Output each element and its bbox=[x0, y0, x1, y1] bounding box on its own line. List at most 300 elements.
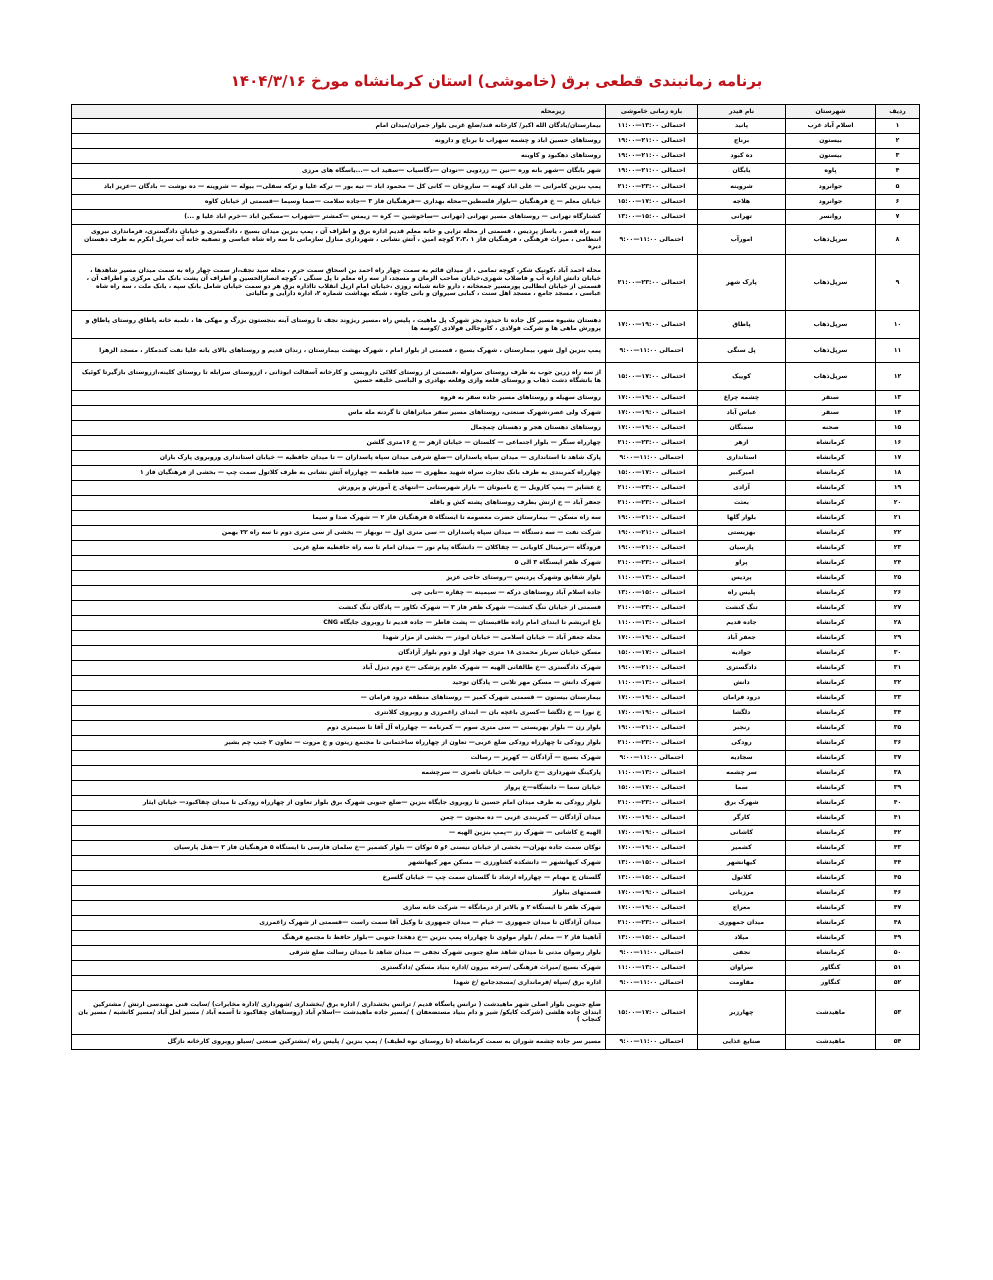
table-row bbox=[72, 991, 920, 1035]
cell-row-number: ۱۲ bbox=[876, 363, 920, 391]
cell-row-number: ۸ bbox=[876, 225, 920, 255]
cell-time-window: احتمالی ۲۱:۰۰—۱۹:۰۰ bbox=[606, 149, 698, 164]
cell-time-window: احتمالی ۱۹:۰۰—۱۷:۰۰ bbox=[606, 311, 698, 339]
cell-row-number: ۲۵ bbox=[876, 571, 920, 586]
cell-feeder: پراو bbox=[698, 556, 786, 571]
cell-row-number: ۳۹ bbox=[876, 781, 920, 796]
header-city: شهرستان bbox=[786, 105, 876, 119]
cell-area: بلوار شقایق وشهرک پردیس —روستای حاجی عزیز bbox=[72, 571, 606, 586]
cell-row-number: ۲۱ bbox=[876, 511, 920, 526]
cell-area: سه راه مسکن — بیمارستان حضرت معصومه تا ایستگاه ۵ فرهنگیان فاز ۲ — شهرک صدا و سیما bbox=[72, 511, 606, 526]
cell-row-number: ۴۴ bbox=[876, 856, 920, 871]
cell-area: پارکینگ شهرداری —خ دارایی — خیابان ناصری — سرچشمه bbox=[72, 766, 606, 781]
outage-schedule-table bbox=[71, 104, 920, 1050]
cell-time-window: احتمالی ۲۳:۰۰—۲۱:۰۰ bbox=[606, 179, 698, 195]
cell-row-number: ۱۵ bbox=[876, 421, 920, 436]
cell-time-window: احتمالی ۱۹:۰۰—۱۷:۰۰ bbox=[606, 391, 698, 406]
cell-feeder: سراوان bbox=[698, 961, 786, 976]
cell-row-number: ۵۰ bbox=[876, 946, 920, 961]
cell-time-window: احتمالی ۱۳:۰۰—۱۱:۰۰ bbox=[606, 119, 698, 134]
cell-city: کنگاور bbox=[786, 976, 876, 991]
cell-row-number: ۱۷ bbox=[876, 451, 920, 466]
table-row bbox=[72, 631, 920, 646]
table-row bbox=[72, 511, 920, 526]
cell-row-number: ۲۶ bbox=[876, 586, 920, 601]
table-row bbox=[72, 976, 920, 991]
cell-row-number: ۵ bbox=[876, 179, 920, 195]
cell-area: محله احمد آباد ،کوتیک شکر، کوچه تمامی ، از میدان قائم به سمت چهار راه احمد بن اسحاق سمت حرم ، محله سید نجف،از سمت چهار راه به سمت میدان مسیر شاهدها ، خیابان دانش اداره آب و فاضلاب شهری،خیابان صاحب الزمان و مسجد، از سه راه معلم تا پل سنگی ، کوچه انصارالحسین و اطراف آن پشت بانک ملی مرکزی و اطراف آن ، قسمتی از خیابان ابطالبی پورمسیر جمعخانه ، دارو خانه شبانه روزی ،خیابان امام ازپل انقلاب تااداره برق هر دو سمت خیابان شامل بانک سپه ، بانک ملت ، سه راه شاه عباسی ، مسجد جامع ، مسجد اهل سنت ، کبابی سیروان و بانی جاوه ، شبکه بهداشت شماره ۲، اداره دارایی و مالیاتی bbox=[72, 255, 606, 311]
cell-city: کرمانشاه bbox=[786, 661, 876, 676]
table-row bbox=[72, 391, 920, 406]
cell-row-number: ۴ bbox=[876, 164, 920, 179]
cell-city: بیستون bbox=[786, 134, 876, 149]
cell-feeder: پارک شهر bbox=[698, 255, 786, 311]
cell-feeder: دانش bbox=[698, 676, 786, 691]
table-row bbox=[72, 541, 920, 556]
cell-time-window: احتمالی ۱۳:۰۰—۱۱:۰۰ bbox=[606, 766, 698, 781]
cell-row-number: ۹ bbox=[876, 255, 920, 311]
cell-area: میدان آزادگان تا میدان جمهوری — خیام — میدان جمهوری تا وکیل آقا سمت راست —قسمتی از شهرک زاغمرزی bbox=[72, 916, 606, 931]
cell-row-number: ۲۹ bbox=[876, 631, 920, 646]
cell-feeder: شهرک برق bbox=[698, 796, 786, 811]
table-row bbox=[72, 601, 920, 616]
cell-time-window: احتمالی ۲۳:۰۰—۲۱:۰۰ bbox=[606, 556, 698, 571]
table-row bbox=[72, 526, 920, 541]
cell-area: خ نورا — خ دلگشا —کسری باغچه بان — ابتدای زاغمرزی و روبروی کلانتری bbox=[72, 706, 606, 721]
cell-feeder: هلاجه bbox=[698, 195, 786, 210]
cell-row-number: ۴۰ bbox=[876, 796, 920, 811]
cell-feeder: ازهر bbox=[698, 436, 786, 451]
cell-row-number: ۳۸ bbox=[876, 766, 920, 781]
cell-feeder: رنجبر bbox=[698, 721, 786, 736]
cell-time-window: احتمالی ۱۹:۰۰—۱۷:۰۰ bbox=[606, 421, 698, 436]
cell-city: جوانرود bbox=[786, 179, 876, 195]
table-row bbox=[72, 119, 920, 134]
cell-city: کرمانشاه bbox=[786, 691, 876, 706]
cell-city: کرمانشاه bbox=[786, 766, 876, 781]
cell-row-number: ۲۳ bbox=[876, 541, 920, 556]
cell-feeder: میدان جمهوری bbox=[698, 916, 786, 931]
table-row bbox=[72, 616, 920, 631]
cell-row-number: ۴۶ bbox=[876, 886, 920, 901]
cell-row-number: ۴۳ bbox=[876, 841, 920, 856]
cell-feeder: شروینه bbox=[698, 179, 786, 195]
cell-city: جوانرود bbox=[786, 195, 876, 210]
cell-area: بلوار رودکی به طرف میدان امام حسین تا روبروی جایگاه بنزین —ضلع جنوبی شهرک برق بلوار تعاون از چهارراه رودکی تا میدان چقاکبود— خیابان ایثار bbox=[72, 796, 606, 811]
cell-feeder: کلاتول bbox=[698, 871, 786, 886]
cell-row-number: ۴۸ bbox=[876, 916, 920, 931]
page-title: برنامه زمانبندی قطعی برق (خاموشی) استان کرمانشاه مورخ ۱۴۰۴/۳/۱۶ bbox=[230, 72, 763, 90]
cell-area: روستاهای حسین اباد و چشمه سهراب تا برناج و دارونه bbox=[72, 134, 606, 149]
cell-time-window: احتمالی ۱۳:۰۰—۱۱:۰۰ bbox=[606, 676, 698, 691]
cell-time-window: احتمالی ۱۷:۰۰—۱۵:۰۰ bbox=[606, 781, 698, 796]
cell-area: شهرک دانش — مسکن مهر تلانی — پادگان توحید bbox=[72, 676, 606, 691]
cell-area: شهرک ظفر تا ایستگاه ۲ و بالاتر از درمانگاه — شرکت خانه سازی bbox=[72, 901, 606, 916]
cell-city: کرمانشاه bbox=[786, 916, 876, 931]
cell-city: بیستون bbox=[786, 149, 876, 164]
cell-time-window: احتمالی ۱۱:۰۰—۹:۰۰ bbox=[606, 451, 698, 466]
header-time-window: بازه زمانی خاموشی bbox=[606, 105, 698, 119]
cell-time-window: احتمالی ۱۷:۰۰—۱۵:۰۰ bbox=[606, 363, 698, 391]
cell-row-number: ۲۰ bbox=[876, 496, 920, 511]
cell-area: خیابان سما — دانشگاه—خ پرواز bbox=[72, 781, 606, 796]
cell-area: بیمارستان بیستون — قسمتی شهرک کمیز — روستاهای منطقه درود فرامان — bbox=[72, 691, 606, 706]
table-row bbox=[72, 766, 920, 781]
cell-time-window: احتمالی ۲۳:۰۰—۲۱:۰۰ bbox=[606, 916, 698, 931]
cell-feeder: تهرانی bbox=[698, 210, 786, 225]
cell-area: آناهیتا فاز ۲ — معلم / بلوار مولوی تا چهارراه پمپ بنزین —خ دهخدا جنوبی —بلوار حافظ تا مجتمع فرهنگ bbox=[72, 931, 606, 946]
table-row bbox=[72, 210, 920, 225]
cell-area: خیابان معلم — خ فرهنگیان —بلوار فلسطین—محله بهداری —فرهنگیان فاز ۳ —جاده سلامت —صما وسیما —قسمتی از خیابان کاوه bbox=[72, 195, 606, 210]
table-row bbox=[72, 134, 920, 149]
cell-row-number: ۴۵ bbox=[876, 871, 920, 886]
cell-feeder: جوادیه bbox=[698, 646, 786, 661]
cell-area: دهستان بشیوه مسیر کل جاده تا حیدود بجز شهرک پل ماهیت ، پلیس راه ،مسیر ریژوند نجف تا روستای آینه بنجستون بزرگ و مهکی ها ، تلمبه خانه پاطاق روستای پاطاق و پرورش ماهی ها و شرکت فولادی ، کانوجالی فولادی /کوسه ها bbox=[72, 311, 606, 339]
cell-city: کرمانشاه bbox=[786, 676, 876, 691]
table-row bbox=[72, 164, 920, 179]
cell-time-window: احتمالی ۱۹:۰۰—۱۷:۰۰ bbox=[606, 886, 698, 901]
table-row bbox=[72, 811, 920, 826]
cell-area: خ عشایر — پمپ کازویل — خ نامیوتان — بازار شهرستانی —انتهای خ آموزش و پرورش bbox=[72, 481, 606, 496]
cell-feeder: درود فرامان bbox=[698, 691, 786, 706]
cell-feeder: پل سنگی bbox=[698, 339, 786, 363]
cell-city: سرپل‌ذهاب bbox=[786, 225, 876, 255]
cell-time-window: احتمالی ۱۳:۰۰—۱۱:۰۰ bbox=[606, 616, 698, 631]
cell-feeder: عباس آباد bbox=[698, 406, 786, 421]
cell-city: کرمانشاه bbox=[786, 601, 876, 616]
cell-row-number: ۱۶ bbox=[876, 436, 920, 451]
cell-time-window: احتمالی ۱۷:۰۰—۱۵:۰۰ bbox=[606, 466, 698, 481]
cell-area: شهرک بسیج /میراث فرهنگی /سرخه بیرون /اداره بنیاد مسکن /دادگستری bbox=[72, 961, 606, 976]
cell-time-window: احتمالی ۲۳:۰۰—۲۱:۰۰ bbox=[606, 736, 698, 751]
cell-city: پاوه bbox=[786, 164, 876, 179]
cell-feeder: برناج bbox=[698, 134, 786, 149]
cell-city: کرمانشاه bbox=[786, 946, 876, 961]
cell-row-number: ۳۵ bbox=[876, 721, 920, 736]
cell-row-number: ۵۴ bbox=[876, 1035, 920, 1050]
cell-time-window: احتمالی ۲۳:۰۰—۲۱:۰۰ bbox=[606, 255, 698, 311]
table-row bbox=[72, 481, 920, 496]
cell-area: مسکن خیابان سرباز محمدی ۱۸ متری جهاد اول و دوم بلوار آزادگان bbox=[72, 646, 606, 661]
table-row bbox=[72, 421, 920, 436]
cell-area: پمپ بنزین اول شهر، بیمارستان ، شهرک بسیج ، قسمتی از بلوار امام ، شهرک بهشت بیمارستان ، زندان قدیم و روستاهای بالای بانه علیا نفت کندمکار ، مسجد الزهرا bbox=[72, 339, 606, 363]
cell-time-window: احتمالی ۲۱:۰۰—۱۹:۰۰ bbox=[606, 541, 698, 556]
cell-area: نوکان سمت جاده تهران— بخشی از خیابان نیستی ۶و ۵ نوکان — بلوار کشمیر —خ سلمان فارسی تا ایستگاه ۵ فرهنگیان فاز ۲ —هتل پارسیان bbox=[72, 841, 606, 856]
cell-feeder: پردیس bbox=[698, 571, 786, 586]
cell-row-number: ۴۷ bbox=[876, 901, 920, 916]
cell-area: میدان آزادگان — کمربندی غربی — ده مجنون — چمن bbox=[72, 811, 606, 826]
table-row bbox=[72, 721, 920, 736]
table-row bbox=[72, 901, 920, 916]
cell-city: کرمانشاه bbox=[786, 451, 876, 466]
cell-city: کرمانشاه bbox=[786, 556, 876, 571]
cell-area: بیمارستان/یادگان الله اکبر/ کارخانه قند/ضلع غربی بلوار جمران/میدان امام bbox=[72, 119, 606, 134]
cell-time-window: احتمالی ۱۷:۰۰—۱۵:۰۰ bbox=[606, 646, 698, 661]
cell-city: سرپل‌ذهاب bbox=[786, 255, 876, 311]
cell-area: شهر بابگان —شهر بانه وره —نین — زردویی —نودان —دگاسیاب —سفید اب —...یاسگاه های مرزی bbox=[72, 164, 606, 179]
cell-row-number: ۴۲ bbox=[876, 826, 920, 841]
cell-feeder: سمنگان bbox=[698, 421, 786, 436]
cell-time-window: احتمالی ۱۱:۰۰—۹:۰۰ bbox=[606, 1035, 698, 1050]
cell-row-number: ۵۱ bbox=[876, 961, 920, 976]
cell-feeder: پاطاق bbox=[698, 311, 786, 339]
cell-time-window: احتمالی ۲۱:۰۰—۱۹:۰۰ bbox=[606, 134, 698, 149]
cell-time-window: احتمالی ۲۳:۰۰—۲۱:۰۰ bbox=[606, 796, 698, 811]
cell-time-window: احتمالی ۲۳:۰۰—۲۱:۰۰ bbox=[606, 496, 698, 511]
cell-feeder: بلوار گلها bbox=[698, 511, 786, 526]
cell-city: سرپل‌ذهاب bbox=[786, 311, 876, 339]
cell-area: گلستان خ مهنام — چهارراه ارشاد تا گلستان سمت چپ — خیابان گلسرخ bbox=[72, 871, 606, 886]
table-row bbox=[72, 339, 920, 363]
table-row bbox=[72, 796, 920, 811]
cell-city: کرمانشاه bbox=[786, 616, 876, 631]
cell-row-number: ۱ bbox=[876, 119, 920, 134]
cell-row-number: ۱۰ bbox=[876, 311, 920, 339]
cell-city: کرمانشاه bbox=[786, 826, 876, 841]
cell-city: اسلام آباد غرب bbox=[786, 119, 876, 134]
cell-city: کرمانشاه bbox=[786, 511, 876, 526]
cell-city: کرمانشاه bbox=[786, 736, 876, 751]
cell-row-number: ۲۸ bbox=[876, 616, 920, 631]
table-row bbox=[72, 676, 920, 691]
cell-row-number: ۳۰ bbox=[876, 646, 920, 661]
cell-area: از سه راه زرین جوب به طرف روستای سراوله ،قسمتی از روستای کلائی داروبسی و کارخانه آسفالت ابوذانی ، ازروستای سرابله تا روستای کلینه،ازروستای بازگیرتا کوئیک ها بانشگاه دشت ذهاب و روستای قلعه وازی وقلعه بهادری و الباسی خلیفه حسین bbox=[72, 363, 606, 391]
cell-feeder: میلاد bbox=[698, 931, 786, 946]
table-row bbox=[72, 841, 920, 856]
table-row bbox=[72, 826, 920, 841]
table-row bbox=[72, 311, 920, 339]
cell-feeder: کوییک bbox=[698, 363, 786, 391]
table-row bbox=[72, 466, 920, 481]
table-row bbox=[72, 586, 920, 601]
cell-row-number: ۲۷ bbox=[876, 601, 920, 616]
table-row bbox=[72, 179, 920, 195]
cell-time-window: احتمالی ۱۳:۰۰—۱۱:۰۰ bbox=[606, 571, 698, 586]
cell-city: کرمانشاه bbox=[786, 781, 876, 796]
cell-area: شهرک بسیج — آزادگان — کهریز — رسالت bbox=[72, 751, 606, 766]
cell-area: بلوار زن — بلوار بهزیستی — سی متری سوم — کمرنامه — چهارراه آل آقا تا سیمتری دوم bbox=[72, 721, 606, 736]
cell-feeder: آزادی bbox=[698, 481, 786, 496]
cell-city: کرمانشاه bbox=[786, 541, 876, 556]
cell-time-window: احتمالی ۱۵:۰۰—۱۳:۰۰ bbox=[606, 586, 698, 601]
cell-area: شرکت نفت — سه دستگاه — میدان سپاه پاسداران — سی متری اول — نوبهار — بخشی از سی متری دوم تا سه راه ۲۲ بهمن bbox=[72, 526, 606, 541]
cell-time-window: احتمالی ۱۹:۰۰—۱۷:۰۰ bbox=[606, 631, 698, 646]
cell-feeder: کیهانشهر bbox=[698, 856, 786, 871]
cell-feeder: بابگان bbox=[698, 164, 786, 179]
table-row bbox=[72, 931, 920, 946]
cell-area: جعفر آباد — خ ارتش بطرف روستاهای پشته کش و باقله bbox=[72, 496, 606, 511]
cell-feeder: بعثت bbox=[698, 496, 786, 511]
cell-time-window: احتمالی ۱۱:۰۰—۹:۰۰ bbox=[606, 751, 698, 766]
cell-time-window: احتمالی ۱۱:۰۰—۹:۰۰ bbox=[606, 225, 698, 255]
cell-area: روستاهای دهکبود و کاوینه bbox=[72, 149, 606, 164]
cell-area: مسیر سر جاده چشمه شوران به سمت کرمانشاه (تا روستای نوه لطیف) / پمپ بنزین / پلیس راه /مشترکین صنعتی /سیلو روبروی کارخانه نازگل bbox=[72, 1035, 606, 1050]
cell-feeder: کاشانی bbox=[698, 826, 786, 841]
cell-area: چهارراه سنگر — بلوار اجتماعی — کلستان — خیابان ازهر — خ ۱۶متری گلشن bbox=[72, 436, 606, 451]
cell-time-window: احتمالی ۱۹:۰۰—۱۷:۰۰ bbox=[606, 841, 698, 856]
cell-row-number: ۴۱ bbox=[876, 811, 920, 826]
table-row bbox=[72, 225, 920, 255]
table-row bbox=[72, 736, 920, 751]
cell-time-window: احتمالی ۱۹:۰۰—۱۷:۰۰ bbox=[606, 706, 698, 721]
cell-row-number: ۱۴ bbox=[876, 406, 920, 421]
cell-city: کرمانشاه bbox=[786, 496, 876, 511]
cell-city: کرمانشاه bbox=[786, 466, 876, 481]
table-row bbox=[72, 571, 920, 586]
cell-city: کرمانشاه bbox=[786, 856, 876, 871]
cell-feeder: چشمه چراغ bbox=[698, 391, 786, 406]
cell-feeder: رودکی bbox=[698, 736, 786, 751]
cell-time-window: احتمالی ۱۷:۰۰—۱۵:۰۰ bbox=[606, 195, 698, 210]
table-row bbox=[72, 451, 920, 466]
cell-feeder: مرزبانی bbox=[698, 886, 786, 901]
header-area: زیرمحله bbox=[72, 105, 606, 119]
cell-area: روستای سهیله و روستاهای مسیر جاده سقر به فروه bbox=[72, 391, 606, 406]
cell-city: کرمانشاه bbox=[786, 886, 876, 901]
cell-area: پمپ بنزین کامرانی — علی اباد کهنه — ساروخان — کانی کل — محمود اباد — تیه بور — ترکه علیا و ترکه سفلی— بیوله — شروینه — ده نوشت — بادگان —عزیز اباد bbox=[72, 179, 606, 195]
cell-row-number: ۲۴ bbox=[876, 556, 920, 571]
table-row bbox=[72, 255, 920, 311]
cell-feeder: کشمیر bbox=[698, 841, 786, 856]
cell-area: قسمتهای بیلوار bbox=[72, 886, 606, 901]
cell-feeder: دادگستری bbox=[698, 661, 786, 676]
cell-city: کرمانشاه bbox=[786, 526, 876, 541]
cell-feeder: چهارزبر bbox=[698, 991, 786, 1035]
cell-area: چهارراه کمربندی به طرف بانک تجارت سراه شهید مطهری — سید فاطمه — چهارراه آتش نشانی به طرف کلاتول سمت چپ — بخشی از فرهنگیان فاز ۱ bbox=[72, 466, 606, 481]
table-row bbox=[72, 363, 920, 391]
table-row bbox=[72, 661, 920, 676]
cell-feeder: بهزیستی bbox=[698, 526, 786, 541]
table-row bbox=[72, 496, 920, 511]
cell-city: کرمانشاه bbox=[786, 901, 876, 916]
cell-feeder: کارگر bbox=[698, 811, 786, 826]
cell-row-number: ۳۱ bbox=[876, 661, 920, 676]
cell-city: کرمانشاه bbox=[786, 646, 876, 661]
cell-row-number: ۲ bbox=[876, 134, 920, 149]
cell-feeder: جعفر آباد bbox=[698, 631, 786, 646]
cell-area: ضلع جنوبی بلوار اصلی شهر ماهیدشت ( ترانس پاسگاه قدیم / ترانس بخشداری / اداره برق /بخشداری /شهرداری /اداره مخابرات) /سایت فنی مهندسی ارتش / مشترکین ابتدای جاده هلشی (شرکت کایکو/ شیر و دام بنیاد مستضعفان ) /مسیر جاده ماهیدشت —اسلام آباد (روستاهای چقاکبود تا آسمه آباد / مسیر لعل آباد /مسیر کانشیه / مسیر بان کنجاب ) bbox=[72, 991, 606, 1035]
table-row bbox=[72, 961, 920, 976]
cell-feeder: پلیس راه bbox=[698, 586, 786, 601]
cell-time-window: احتمالی ۲۱:۰۰—۱۹:۰۰ bbox=[606, 661, 698, 676]
cell-feeder: استانداری bbox=[698, 451, 786, 466]
cell-row-number: ۷ bbox=[876, 210, 920, 225]
cell-area: کشتارگاه تهرانی — روستاهای مسیر تهرانی (تهرانی —ساخوشین — کره — زیمس —کمشتر —شهراب —مسکین اباد —خرم اباد علیا و ...) bbox=[72, 210, 606, 225]
cell-time-window: احتمالی ۱۷:۰۰—۱۵:۰۰ bbox=[606, 991, 698, 1035]
cell-feeder: امورآب bbox=[698, 225, 786, 255]
cell-time-window: احتمالی ۱۹:۰۰—۱۷:۰۰ bbox=[606, 406, 698, 421]
table-row bbox=[72, 781, 920, 796]
outage-schedule-table-wrapper bbox=[72, 104, 920, 1050]
cell-time-window: احتمالی ۱۱:۰۰—۹:۰۰ bbox=[606, 946, 698, 961]
table-body bbox=[72, 119, 920, 1050]
cell-feeder: سجادیه bbox=[698, 751, 786, 766]
cell-city: سنقر bbox=[786, 406, 876, 421]
cell-city: روانسر bbox=[786, 210, 876, 225]
cell-row-number: ۱۹ bbox=[876, 481, 920, 496]
table-row bbox=[72, 195, 920, 210]
cell-time-window: احتمالی ۱۹:۰۰—۱۷:۰۰ bbox=[606, 691, 698, 706]
cell-row-number: ۱۳ bbox=[876, 391, 920, 406]
cell-feeder: صنایع غذایی bbox=[698, 1035, 786, 1050]
cell-area: بلوار رودکی تا چهارراه رودکی ضلع غربی— تعاون از چهارراه ساختمانی تا مجتمع زیتون و خ مروت — تعاون ۲ جنب چم بشیر bbox=[72, 736, 606, 751]
cell-time-window: احتمالی ۱۹:۰۰—۱۷:۰۰ bbox=[606, 811, 698, 826]
table-row bbox=[72, 646, 920, 661]
cell-city: کرمانشاه bbox=[786, 721, 876, 736]
cell-area: محله جعفر آباد — خیابان اسلامی — خیابان ابوذر — بخشی از مزار شهدا bbox=[72, 631, 606, 646]
cell-area: شهرک ولی عصر،شهرک صنعتی، روستاهای مسیر سقر میانراهان تا گردنه مله ماس bbox=[72, 406, 606, 421]
table-row bbox=[72, 556, 920, 571]
cell-row-number: ۶ bbox=[876, 195, 920, 210]
cell-time-window: احتمالی ۲۳:۰۰—۲۱:۰۰ bbox=[606, 436, 698, 451]
cell-time-window: احتمالی ۱۹:۰۰—۱۷:۰۰ bbox=[606, 901, 698, 916]
cell-feeder: تنگ کنشت bbox=[698, 601, 786, 616]
header-feeder: نام فیدر bbox=[698, 105, 786, 119]
cell-time-window: احتمالی ۲۱:۰۰—۱۹:۰۰ bbox=[606, 164, 698, 179]
cell-city: سنقر bbox=[786, 391, 876, 406]
cell-city: سرپل‌ذهاب bbox=[786, 363, 876, 391]
cell-city: کرمانشاه bbox=[786, 796, 876, 811]
cell-row-number: ۳۲ bbox=[876, 676, 920, 691]
cell-city: کرمانشاه bbox=[786, 811, 876, 826]
cell-time-window: احتمالی ۱۵:۰۰—۱۳:۰۰ bbox=[606, 931, 698, 946]
cell-city: کرمانشاه bbox=[786, 871, 876, 886]
cell-city: کرمانشاه bbox=[786, 586, 876, 601]
cell-area: شهرک ظفر ایستگاه ۳ الی ۵ bbox=[72, 556, 606, 571]
table-row bbox=[72, 886, 920, 901]
table-row bbox=[72, 706, 920, 721]
cell-city: کرمانشاه bbox=[786, 631, 876, 646]
cell-time-window: احتمالی ۱۵:۰۰—۱۳:۰۰ bbox=[606, 856, 698, 871]
header-row-number: ردیف bbox=[876, 105, 920, 119]
cell-feeder: پارسیان bbox=[698, 541, 786, 556]
table-row bbox=[72, 406, 920, 421]
cell-time-window: احتمالی ۲۱:۰۰—۱۹:۰۰ bbox=[606, 511, 698, 526]
cell-area: اداره برق /سپاه /فرمانداری /مسجدجامع /خ شهدا bbox=[72, 976, 606, 991]
table-row bbox=[72, 871, 920, 886]
cell-area: سه راه قصر ، یاساژ پردیس ، قسمتی از محله ترابی و خانه معلم قدیم اداره برق و اطراف آن ، پمپ بنزین میدان بسیج ، دادگستری و خیابان دادگستری، فرمانداری نیروی انتظامی ، میراث فرهنگی ، فرهنگیان فاز ۱ ،۲،۳ کوچه امین ، آتش نشانی ، شهرداری منازل سازمانی تا سه راه شاه عباسی و تصفیه خانه آب سرپل ابکرم به طرف دهستان دیره bbox=[72, 225, 606, 255]
cell-row-number: ۲۲ bbox=[876, 526, 920, 541]
table-row bbox=[72, 149, 920, 164]
table-row bbox=[72, 856, 920, 871]
cell-time-window: احتمالی ۱۵:۰۰—۱۳:۰۰ bbox=[606, 871, 698, 886]
cell-feeder: دلگشا bbox=[698, 706, 786, 721]
cell-city: کرمانشاه bbox=[786, 751, 876, 766]
cell-feeder: امیرکبیر bbox=[698, 466, 786, 481]
cell-area: جاده اسلام آباد روستاهای درکه — سیمینه — چقاره —تابی چی bbox=[72, 586, 606, 601]
cell-city: کرمانشاه bbox=[786, 571, 876, 586]
cell-city: کرمانشاه bbox=[786, 931, 876, 946]
cell-time-window: احتمالی ۲۱:۰۰—۱۹:۰۰ bbox=[606, 526, 698, 541]
cell-row-number: ۱۱ bbox=[876, 339, 920, 363]
cell-area: شهرک کیهانشهر — دانشکده کشاورزی — مسکن مهر کیهانشهر bbox=[72, 856, 606, 871]
cell-time-window: احتمالی ۱۱:۰۰—۹:۰۰ bbox=[606, 976, 698, 991]
table-row bbox=[72, 946, 920, 961]
cell-time-window: احتمالی ۱۹:۰۰—۱۷:۰۰ bbox=[606, 826, 698, 841]
cell-feeder: سر چشمه bbox=[698, 766, 786, 781]
cell-row-number: ۳ bbox=[876, 149, 920, 164]
cell-time-window: احتمالی ۱۱:۰۰—۹:۰۰ bbox=[606, 339, 698, 363]
cell-feeder: نجفی bbox=[698, 946, 786, 961]
cell-row-number: ۵۲ bbox=[876, 976, 920, 991]
cell-feeder: پانید bbox=[698, 119, 786, 134]
table-row bbox=[72, 436, 920, 451]
cell-feeder: ده کبود bbox=[698, 149, 786, 164]
table-row bbox=[72, 751, 920, 766]
cell-feeder: جاده قدیم bbox=[698, 616, 786, 631]
cell-time-window: احتمالی ۲۱:۰۰—۱۹:۰۰ bbox=[606, 721, 698, 736]
cell-city: کرمانشاه bbox=[786, 841, 876, 856]
